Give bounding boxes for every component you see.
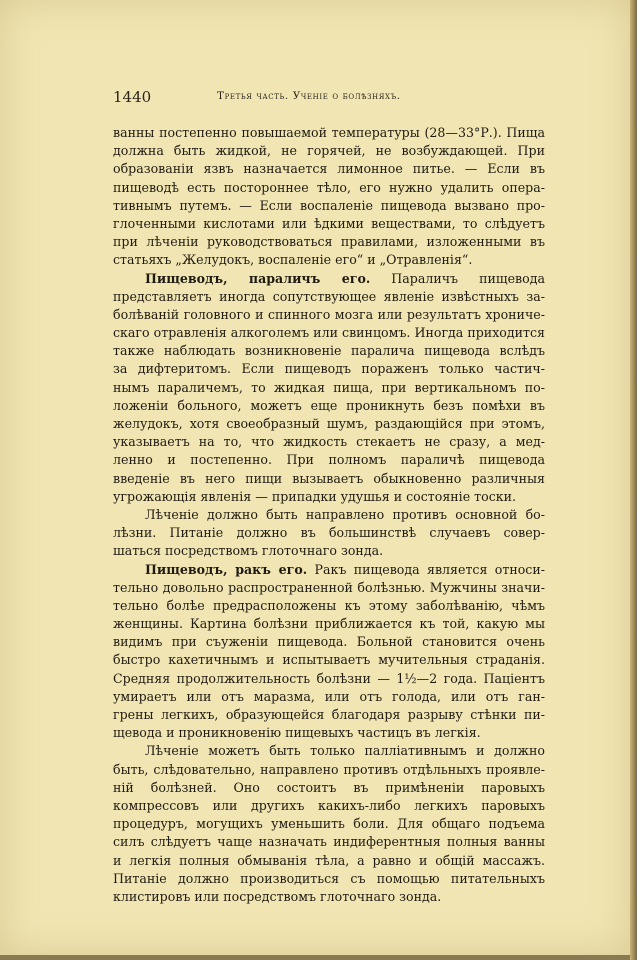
text-line: ленно и постепенно. При полномъ параличѣ пищевода <box>113 452 545 468</box>
text-run: Ракъ пищевода является относи- <box>314 561 545 577</box>
text-line: угрожающія явленія — припадки удушья и состояніе тоски. <box>113 488 517 504</box>
text-line: представляетъ иногда сопутствующее явленіе извѣстныхъ за- <box>113 288 545 304</box>
section-heading-line <box>113 561 545 579</box>
text-line: тельно болѣе предрасположены къ этому заболѣванію, чѣмъ <box>113 597 545 613</box>
text-line: силъ слѣдуетъ чаще назначать индиферентныя полныя ванны <box>113 834 545 850</box>
text-line: пищеводѣ есть постороннее тѣло, его нужно удалить опера- <box>113 179 545 195</box>
text-line: болѣваній головного и спинного мозга или результатъ хрониче- <box>113 306 545 322</box>
page-number: 1440 <box>113 88 152 106</box>
text-line: желудокъ, хотя своеобразный шумъ, раздающійся при этомъ, <box>113 416 545 431</box>
text-line: Питаніе должно производиться съ помощью питательныхъ <box>113 870 545 886</box>
text-line: быть, слѣдовательно, направлено противъ отдѣльныхъ проявле- <box>113 761 545 777</box>
running-head: Третья часть. Ученіе о болѣзняхъ. <box>217 90 401 102</box>
text-line: за дифтеритомъ. Если пищеводъ пораженъ только частич- <box>113 361 545 377</box>
section-heading: Пищеводъ, параличъ его. <box>145 270 371 286</box>
text-line: грены легкихъ, образующейся благодаря разрыву стѣнки пи- <box>113 707 545 722</box>
text-line: Лѣченіе должно быть направлено противъ основной бо- <box>145 506 545 522</box>
text-line: Лѣченіе можетъ быть только палліативнымъ и должно <box>145 743 545 759</box>
section-heading-line <box>113 270 545 288</box>
page-edge <box>630 0 637 960</box>
text-line: также наблюдать возникновеніе паралича пищевода вслѣдъ <box>113 343 545 359</box>
text-line: тивнымъ путемъ. — Если воспаленіе пищевода вызвано про- <box>113 197 545 213</box>
text-line: указываетъ на то, что жидкость стекаетъ не сразу, а мед- <box>113 434 545 450</box>
text-line: клистировъ или посредствомъ глоточнаго зонда. <box>113 888 442 904</box>
text-line: статьяхъ „Желудокъ, воспаленіе его“ и „Отравленія“. <box>113 252 473 268</box>
text-line: щевода и проникновенію пищевыхъ частицъ въ легкія. <box>113 725 481 741</box>
text-line: умираетъ или отъ маразма, или отъ голода, или отъ ган- <box>113 688 545 704</box>
text-line: при лѣченіи руководствоваться правилами, изложенными въ <box>113 234 545 250</box>
text-line: видимъ при съуженіи пищевода. Больной становится очень <box>113 634 545 650</box>
text-line: введеніе въ него пищи вызываетъ обыкновенно различныя <box>113 470 545 486</box>
text-line: должна быть жидкой, не горячей, не возбуждающей. При <box>113 143 545 159</box>
text-line: быстро кахетичнымъ и испытываетъ мучительныя страданія. <box>113 652 545 668</box>
text-line: тельно довольно распространенной болѣзнью. Мужчины значи- <box>113 579 545 595</box>
body-text <box>113 124 545 906</box>
text-line: ванны постепенно повышаемой температуры (28—33°Р.). Пища <box>113 125 545 140</box>
text-line: процедуръ, могущихъ уменьшить боли. Для общаго подъема <box>113 816 545 832</box>
text-line: ній болѣзней. Оно состоитъ въ примѣненіи паровыхъ <box>113 779 545 795</box>
text-line: и легкія полныя обмыванія тѣла, а равно и общій массажъ. <box>113 852 545 868</box>
text-line: глоченными кислотами или ѣдкими веществами, то слѣдуетъ <box>113 215 545 231</box>
section-heading: Пищеводъ, ракъ его. <box>145 561 308 577</box>
text-line: шаться посредствомъ глоточнаго зонда. <box>113 543 384 559</box>
text-line: ложеніи больного, можетъ еще проникнуть безъ помѣхи въ <box>113 397 545 413</box>
text-run: Параличъ пищевода <box>391 270 545 286</box>
text-line: компрессовъ или другихъ какихъ-либо легкихъ паровыхъ <box>113 797 545 813</box>
text-line: женщины. Картина болѣзни приближается къ той, какую мы <box>113 616 545 632</box>
text-line: скаго отравленія алкоголемъ или свинцомъ. Иногда приходится <box>113 325 545 341</box>
text-line: лѣзни. Питаніе должно въ большинствѣ случаевъ совер- <box>113 525 545 541</box>
text-line: нымъ параличемъ, то жидкая пища, при вертикальномъ по- <box>113 379 545 395</box>
page-header <box>113 88 545 110</box>
text-line: образованіи язвъ назначается лимонное питье. — Если въ <box>113 161 545 177</box>
text-line: Средняя продолжительность болѣзни — 1½—2 года. Паціентъ <box>113 670 545 686</box>
